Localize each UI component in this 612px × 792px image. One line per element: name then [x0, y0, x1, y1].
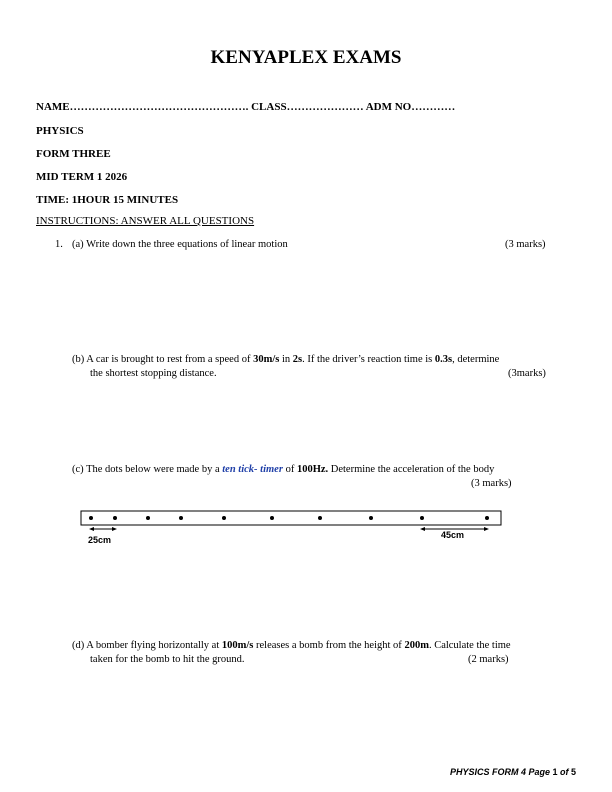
question-c-tick-timer: ten tick- timer [222, 464, 283, 475]
name-class-adm-line: NAME…………………………………………. CLASS………………… ADM NO………… [36, 101, 456, 113]
tape-dot [179, 516, 183, 520]
instructions: INSTRUCTIONS: ANSWER ALL QUESTIONS [36, 215, 255, 227]
question-a-text: (a) Write down the three equations of linear motion [72, 239, 288, 250]
question-d-speed: 100m/s [221, 640, 254, 651]
tape-dot [113, 516, 117, 520]
question-b-line2: the shortest stopping distance. [90, 368, 217, 379]
question-d-text-1: (d) A bomber flying horizontally at [72, 640, 222, 651]
question-b-speed: 30m/s [253, 354, 280, 365]
footer-of: of [557, 767, 571, 777]
question-b-marks: (3marks) [508, 368, 546, 379]
left-measure-arrow [89, 527, 117, 531]
time-label: TIME: 1HOUR 15 MINUTES [36, 194, 179, 206]
question-d-height: 200m [404, 640, 429, 651]
question-b-text-1: (b) A car is brought to rest from a speed of [72, 354, 254, 365]
question-d-marks: (2 marks) [468, 654, 509, 665]
term-label: MID TERM 1 2026 [36, 171, 128, 183]
question-b-text-4: , determine [452, 354, 500, 365]
question-a-marks: (3 marks) [505, 239, 546, 250]
tape-dot [270, 516, 274, 520]
question-c-text-2: of [282, 464, 297, 475]
question-b-text-2: in [279, 354, 293, 365]
tape-dot [420, 516, 424, 520]
tape-dot [318, 516, 322, 520]
question-c-text-3: Determine the acceleration of the body [328, 464, 495, 475]
question-b-time: 2s [292, 354, 303, 365]
question-d-line2: taken for the bomb to hit the ground. [90, 654, 245, 665]
page-footer [450, 767, 576, 777]
question-d-text-2: releases a bomb from the height of [253, 640, 405, 651]
footer-page-number: 1 [552, 767, 558, 777]
question-d-line1 [72, 640, 511, 651]
form-label: FORM THREE [36, 148, 111, 160]
tape-dot [485, 516, 489, 520]
question-c-frequency: 100Hz. [296, 464, 329, 475]
tape-label-right: 45cm [441, 530, 465, 540]
ticker-tape-strip [81, 511, 501, 525]
question-b-text-3: . If the driver’s reaction time is [302, 354, 435, 365]
question-c-marks: (3 marks) [471, 478, 512, 489]
footer-label: PHYSICS FORM 4 Page [449, 767, 553, 777]
question-d-text-3: . Calculate the time [428, 640, 511, 651]
question-c-text-1: (c) The dots below were made by a [72, 464, 223, 475]
exam-title: KENYAPLEX EXAMS [210, 47, 402, 68]
tape-label-left: 25cm [88, 535, 112, 545]
tape-dot [222, 516, 226, 520]
tape-dot [89, 516, 93, 520]
question-number: 1. [55, 239, 63, 250]
tape-dot [369, 516, 373, 520]
question-b-reaction: 0.3s [434, 354, 453, 365]
footer-total-pages: 5 [570, 767, 576, 777]
tape-dot [146, 516, 150, 520]
subject-label: PHYSICS [36, 125, 84, 137]
